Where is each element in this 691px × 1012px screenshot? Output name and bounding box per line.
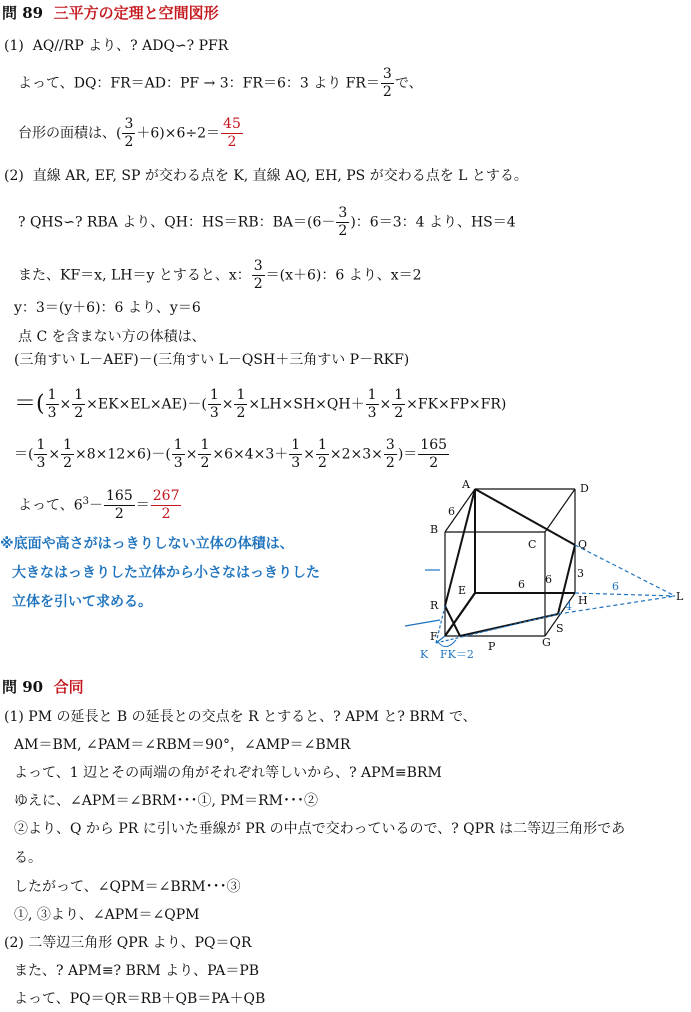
text: ×6×4×3＋ bbox=[212, 446, 289, 463]
label-f: F bbox=[430, 630, 438, 643]
fraction bbox=[418, 437, 449, 472]
text: ＋6)×6÷2＝ bbox=[136, 125, 221, 142]
p90-line7: したがって、∠QPM＝∠BRM･･･③ bbox=[14, 879, 241, 895]
numerator: 3 bbox=[338, 205, 348, 221]
part-tag: (1) bbox=[4, 38, 24, 54]
label-r: R bbox=[430, 599, 439, 612]
part-tag: (2) bbox=[4, 168, 24, 184]
numerator: 1 bbox=[209, 387, 219, 403]
fraction bbox=[61, 437, 74, 472]
numerator: 3 bbox=[385, 437, 395, 453]
numerator: 1 bbox=[36, 437, 46, 453]
denominator: 2 bbox=[253, 276, 263, 292]
fraction bbox=[384, 437, 397, 472]
text: × bbox=[379, 396, 392, 413]
denominator: 3 bbox=[209, 405, 219, 421]
denominator: 2 bbox=[74, 405, 84, 421]
numerator: 267 bbox=[152, 488, 180, 504]
denominator: 2 bbox=[236, 405, 246, 421]
fraction bbox=[104, 488, 135, 523]
p89-part1-line3 bbox=[18, 116, 244, 151]
text: ＝(x＋6)：6 より、x＝2 bbox=[265, 267, 422, 284]
numerator: 3 bbox=[124, 116, 134, 132]
label-ab-6: 6 bbox=[448, 505, 455, 518]
text: ? QHS∽? RBA より、QH：HS＝RB：BA＝(6－ bbox=[18, 214, 336, 231]
note-line2: 大きなはっきりした立体から小さなはっきりした bbox=[12, 565, 320, 581]
problem-89-header bbox=[2, 4, 219, 22]
text: × bbox=[185, 446, 198, 463]
paren: ＝( bbox=[14, 446, 34, 463]
label-p: P bbox=[488, 640, 496, 653]
p90-line11: よって、PQ＝QR＝RB＋QB＝PA＋QB bbox=[14, 991, 266, 1007]
label-qh-3: 3 bbox=[577, 567, 584, 580]
text: )＝ bbox=[397, 446, 418, 463]
fraction bbox=[366, 387, 379, 422]
fraction bbox=[381, 66, 394, 101]
denominator: 3 bbox=[36, 455, 46, 471]
p89-part2-line1 bbox=[4, 167, 528, 185]
ext-hl bbox=[575, 593, 675, 596]
text: ×LH×SH×QH＋ bbox=[248, 396, 365, 413]
text: )：6＝3：4 より、HS＝4 bbox=[350, 214, 516, 231]
denominator: 2 bbox=[382, 84, 392, 100]
problem-90-title: 合同 bbox=[53, 678, 84, 696]
label-k: K bbox=[420, 648, 429, 661]
label-fk: FK＝2 bbox=[440, 648, 474, 661]
numerator: 45 bbox=[223, 116, 241, 132]
denominator: 2 bbox=[394, 405, 404, 421]
answer-fraction bbox=[151, 488, 182, 523]
denominator: 2 bbox=[63, 455, 73, 471]
denominator: 2 bbox=[385, 455, 395, 471]
numerator: 1 bbox=[47, 387, 57, 403]
text: 台形の面積は、( bbox=[18, 125, 122, 142]
p89-part2-line9 bbox=[18, 488, 182, 523]
fraction bbox=[198, 437, 211, 472]
label-g: G bbox=[542, 636, 551, 649]
text: ×2×3× bbox=[329, 446, 383, 463]
denominator: 2 bbox=[114, 506, 124, 522]
text: ×8×12×6)－( bbox=[75, 446, 171, 463]
ext-ks bbox=[436, 614, 558, 643]
fraction bbox=[234, 387, 247, 422]
fraction bbox=[316, 437, 329, 472]
p89-part2-line3 bbox=[18, 258, 422, 293]
numerator: 165 bbox=[106, 488, 133, 504]
numerator: 1 bbox=[236, 387, 246, 403]
denominator: 2 bbox=[200, 455, 210, 471]
label-e: E bbox=[458, 584, 467, 597]
denominator: 3 bbox=[173, 455, 183, 471]
label-eh-6: 6 bbox=[518, 578, 525, 591]
numerator: 1 bbox=[74, 387, 84, 403]
numerator: 165 bbox=[420, 437, 448, 453]
label-h: H bbox=[578, 594, 588, 607]
text: ×FK×FP×FR) bbox=[406, 396, 507, 413]
numerator: 1 bbox=[291, 437, 301, 453]
numerator: 1 bbox=[367, 387, 377, 403]
label-l: L bbox=[676, 590, 684, 603]
edge-cd bbox=[545, 489, 575, 532]
denominator: 2 bbox=[317, 455, 327, 471]
ext-ql bbox=[575, 545, 675, 596]
label-d: D bbox=[580, 482, 589, 495]
fraction bbox=[208, 387, 221, 422]
p90-line8: ①, ③より、∠APM＝∠QPM bbox=[14, 907, 200, 923]
problem-90-header bbox=[2, 678, 84, 696]
p90-line5: ②より、Q から PR に引いた垂線が PR の中点で交わっているので、? QPR は二等辺三角形であ bbox=[14, 821, 626, 837]
numerator: 3 bbox=[382, 66, 392, 82]
p89-part2-line5: 点 C を含まない方の体積は、 bbox=[18, 329, 206, 345]
p90-line1: (1) PM の延長と B の延長との交点を R とすると、? APM と? BRM で、 bbox=[4, 709, 477, 725]
p89-part1-line1 bbox=[4, 37, 228, 55]
denominator: 2 bbox=[429, 455, 439, 471]
fraction bbox=[289, 437, 302, 472]
cube-diagram bbox=[395, 474, 691, 672]
denominator: 3 bbox=[47, 405, 57, 421]
note-line1: ※底面や高さがはっきりしない立体の体積は、 bbox=[0, 536, 294, 552]
text: よって、6 bbox=[18, 497, 83, 514]
paren: ＝( bbox=[14, 391, 45, 417]
numerator: 1 bbox=[63, 437, 73, 453]
note-line3: 立体を引いて求める。 bbox=[12, 594, 152, 610]
p89-part2-line7 bbox=[14, 387, 506, 422]
p89-part2-line2 bbox=[18, 205, 516, 240]
label-hs-4: 4 bbox=[565, 600, 572, 613]
fraction bbox=[46, 387, 59, 422]
answer-fraction bbox=[221, 116, 243, 151]
p89-part2-line8 bbox=[14, 437, 450, 472]
p90-line2: AM＝BM, ∠PAM＝∠RBM＝90°，∠AMP＝∠BMR bbox=[14, 737, 351, 753]
text: × bbox=[48, 446, 61, 463]
denominator: 2 bbox=[161, 506, 171, 522]
text: また、KF＝x, LH＝y とすると、x： bbox=[18, 267, 251, 284]
p89-part2-line4: y：3＝(y＋6)：6 より、y＝6 bbox=[14, 300, 201, 316]
denominator: 3 bbox=[291, 455, 301, 471]
fraction bbox=[122, 116, 135, 151]
denominator: 3 bbox=[367, 405, 377, 421]
numerator: 1 bbox=[200, 437, 210, 453]
label-hl-6: 6 bbox=[612, 580, 619, 593]
ext-sl bbox=[558, 596, 675, 614]
p90-line3: よって、1 辺とその両端の角がそれぞれ等しいから、? APM≡BRM bbox=[14, 765, 442, 781]
p89-part2-line6: (三角すい L－AEF)－(三角すい L－QSH＋三角すい P－RKF) bbox=[14, 352, 410, 368]
label-cg-6: 6 bbox=[545, 573, 552, 586]
label-b: B bbox=[430, 523, 439, 536]
exponent: 3 bbox=[82, 495, 90, 507]
p90-line9: (2) 二等辺三角形 QPR より、PQ＝QR bbox=[4, 935, 252, 951]
numerator: 1 bbox=[394, 387, 404, 403]
numerator: 3 bbox=[253, 258, 263, 274]
text: × bbox=[59, 396, 72, 413]
blue-tick-2 bbox=[405, 620, 440, 626]
p90-line4: ゆえに、∠APM＝∠BRM･･･①, PM＝RM･･･② bbox=[14, 793, 319, 809]
label-q: Q bbox=[578, 538, 588, 551]
text: よって、DQ：FR＝AD：PF → 3：FR＝6：3 より FR＝ bbox=[18, 75, 380, 92]
denominator: 2 bbox=[338, 223, 348, 239]
text: で、 bbox=[394, 75, 423, 92]
problem-89-title: 三平方の定理と空間図形 bbox=[53, 4, 219, 22]
denominator: 2 bbox=[124, 134, 134, 150]
p90-line6: る。 bbox=[14, 850, 42, 866]
text: × bbox=[303, 446, 315, 463]
fraction bbox=[392, 387, 405, 422]
text: 直線 AR, EF, SP が交わる点を K, 直線 AQ, EH, PS が交わる点を L とする。 bbox=[32, 168, 528, 184]
problem-90-number: 問 90 bbox=[2, 678, 44, 696]
fraction bbox=[34, 437, 47, 472]
p89-part1-line2 bbox=[18, 66, 423, 101]
numerator: 1 bbox=[173, 437, 183, 453]
denominator: 2 bbox=[227, 134, 237, 150]
text: ＝ bbox=[135, 497, 150, 514]
label-c: C bbox=[528, 538, 537, 551]
text: AQ//RP より、? ADQ∽? PFR bbox=[32, 38, 229, 54]
text: － bbox=[89, 497, 104, 514]
text: × bbox=[221, 396, 234, 413]
fraction bbox=[252, 258, 265, 293]
text: ×EK×EL×AE)－( bbox=[86, 396, 207, 413]
fraction bbox=[72, 387, 85, 422]
line-aq bbox=[475, 489, 575, 545]
fraction bbox=[336, 205, 349, 240]
problem-89-number: 問 89 bbox=[2, 4, 44, 22]
p90-line10: また、? APM≡? BRM より、PA＝PB bbox=[14, 963, 260, 979]
numerator: 1 bbox=[317, 437, 327, 453]
fraction bbox=[172, 437, 185, 472]
label-s: S bbox=[556, 622, 564, 635]
label-a: A bbox=[462, 478, 470, 491]
